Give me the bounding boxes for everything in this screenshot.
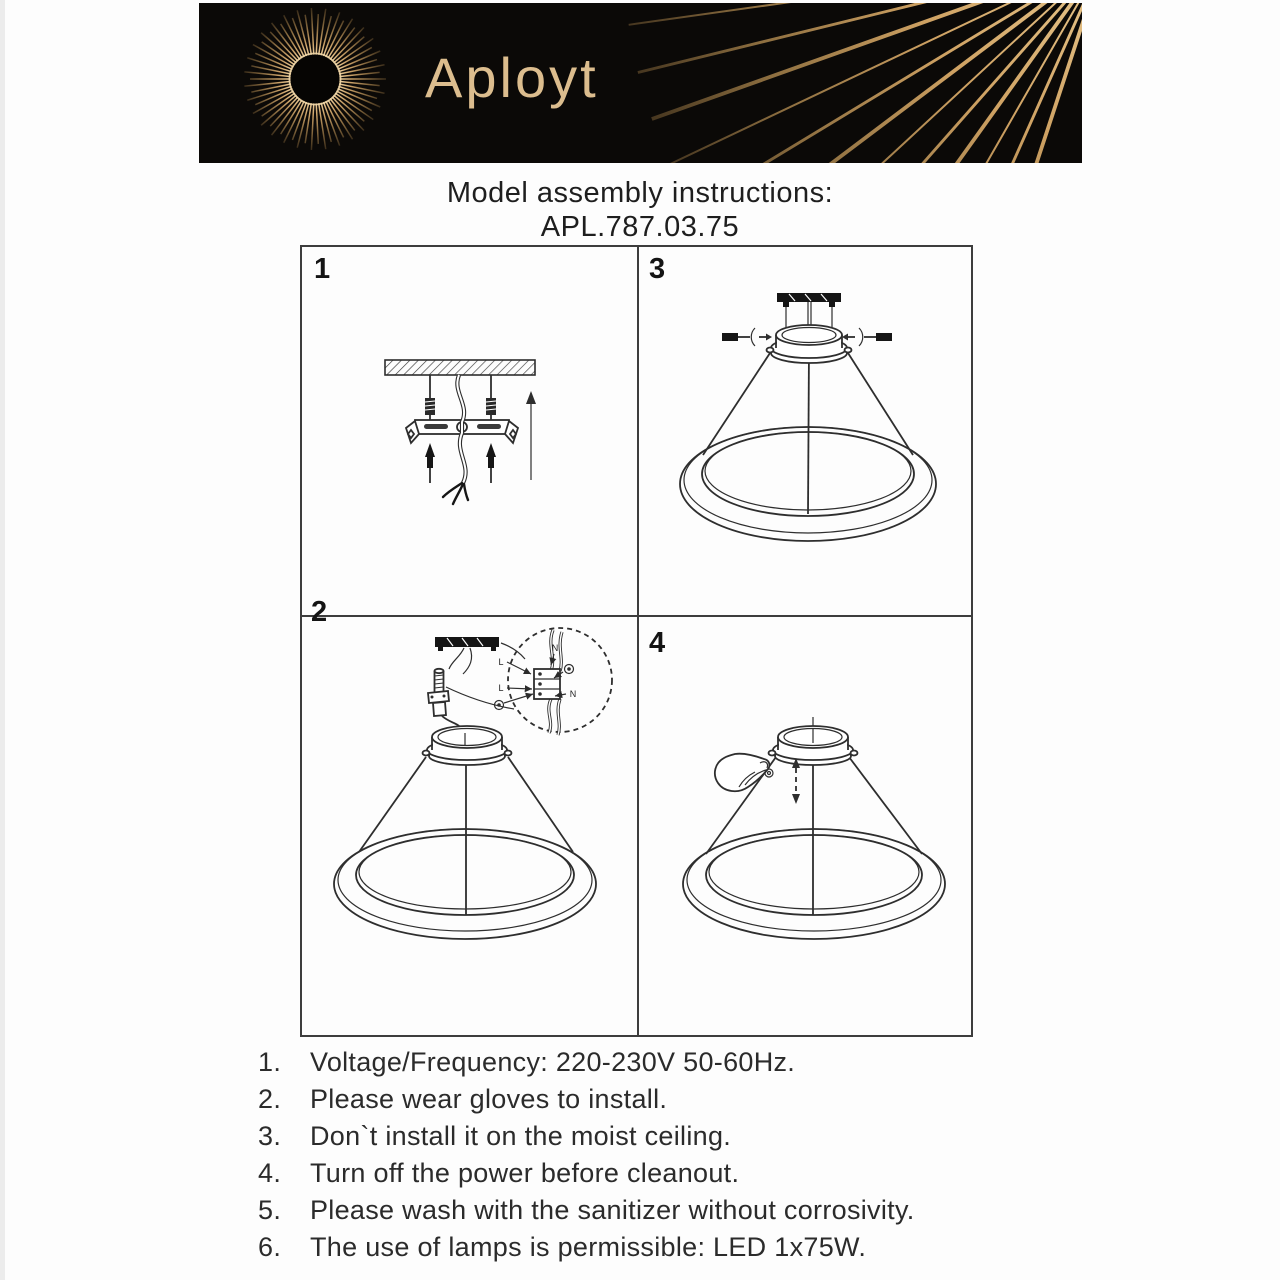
panel-1 bbox=[302, 247, 637, 615]
model-number: APL.787.03.75 bbox=[540, 211, 740, 243]
item-text: The use of lamps is permissible: LED 1x75W. bbox=[310, 1232, 867, 1262]
instruction-item bbox=[0, 1229, 1280, 1266]
label-live-2: L bbox=[498, 683, 504, 693]
instruction-item bbox=[0, 1192, 1280, 1229]
instruction-list bbox=[0, 1044, 1280, 1266]
instruction-item bbox=[0, 1081, 1280, 1118]
suspension-cables bbox=[703, 347, 913, 514]
wiring-diagram bbox=[302, 617, 637, 1035]
mains-cable bbox=[443, 375, 468, 504]
instruction-item bbox=[0, 1155, 1280, 1192]
panel-3-number: 3 bbox=[649, 253, 666, 285]
suspension-ring bbox=[683, 829, 945, 939]
panel-4-number: 4 bbox=[649, 627, 666, 659]
cable-adjustment-diagram bbox=[639, 617, 971, 1035]
panel-1-number: 1 bbox=[314, 253, 331, 285]
header-band bbox=[199, 3, 1082, 163]
item-text: Turn off the power before cleanout. bbox=[310, 1158, 740, 1188]
terminal-block bbox=[534, 669, 560, 699]
item-text: Please wash with the sanitizer without corrosivity. bbox=[310, 1195, 915, 1225]
suspension-cables bbox=[359, 757, 573, 915]
panel-2-number: 2 bbox=[311, 596, 328, 628]
label-neutral-2: N bbox=[569, 689, 577, 699]
up-arrow bbox=[526, 391, 536, 480]
canopy bbox=[767, 325, 852, 363]
ceiling-hatch bbox=[385, 360, 535, 375]
item-number: 2. bbox=[258, 1084, 282, 1114]
title-block bbox=[0, 176, 1280, 244]
canopy bbox=[769, 717, 858, 765]
instruction-item bbox=[0, 1044, 1280, 1081]
canopy bbox=[423, 726, 512, 765]
item-text: Please wear gloves to install. bbox=[310, 1084, 668, 1114]
item-number: 4. bbox=[258, 1158, 282, 1188]
supply-wires bbox=[446, 643, 525, 709]
side-screw-left bbox=[722, 328, 772, 346]
instruction-grid bbox=[300, 245, 973, 1037]
page-title: Model assembly instructions: bbox=[446, 177, 834, 209]
item-text: Voltage/Frequency: 220-230V 50-60Hz. bbox=[310, 1047, 796, 1077]
item-number: 1. bbox=[258, 1047, 282, 1077]
item-number: 6. bbox=[258, 1232, 282, 1262]
panel-2 bbox=[302, 617, 637, 1035]
side-screw-right bbox=[842, 328, 892, 346]
suspension-ring bbox=[334, 829, 596, 939]
instruction-item bbox=[0, 1118, 1280, 1155]
header-decoration bbox=[199, 3, 1082, 163]
panel-3 bbox=[639, 247, 971, 615]
brand-wordmark: Aployt bbox=[425, 46, 599, 109]
label-neutral-1: N bbox=[551, 643, 559, 653]
ray-fan-icon bbox=[629, 3, 1082, 163]
label-live-1: L bbox=[498, 657, 504, 667]
ceiling-plate bbox=[435, 637, 499, 651]
item-number: 5. bbox=[258, 1195, 282, 1225]
canopy-screw-diagram bbox=[639, 247, 971, 615]
hand-icon bbox=[715, 754, 773, 791]
item-number: 3. bbox=[258, 1121, 282, 1151]
ceiling-bracket-diagram bbox=[302, 247, 637, 615]
item-text: Don`t install it on the moist ceiling. bbox=[310, 1121, 732, 1151]
wiring-detail-balloon bbox=[495, 628, 613, 735]
panel-4 bbox=[639, 617, 971, 1035]
starburst-center bbox=[291, 55, 340, 104]
